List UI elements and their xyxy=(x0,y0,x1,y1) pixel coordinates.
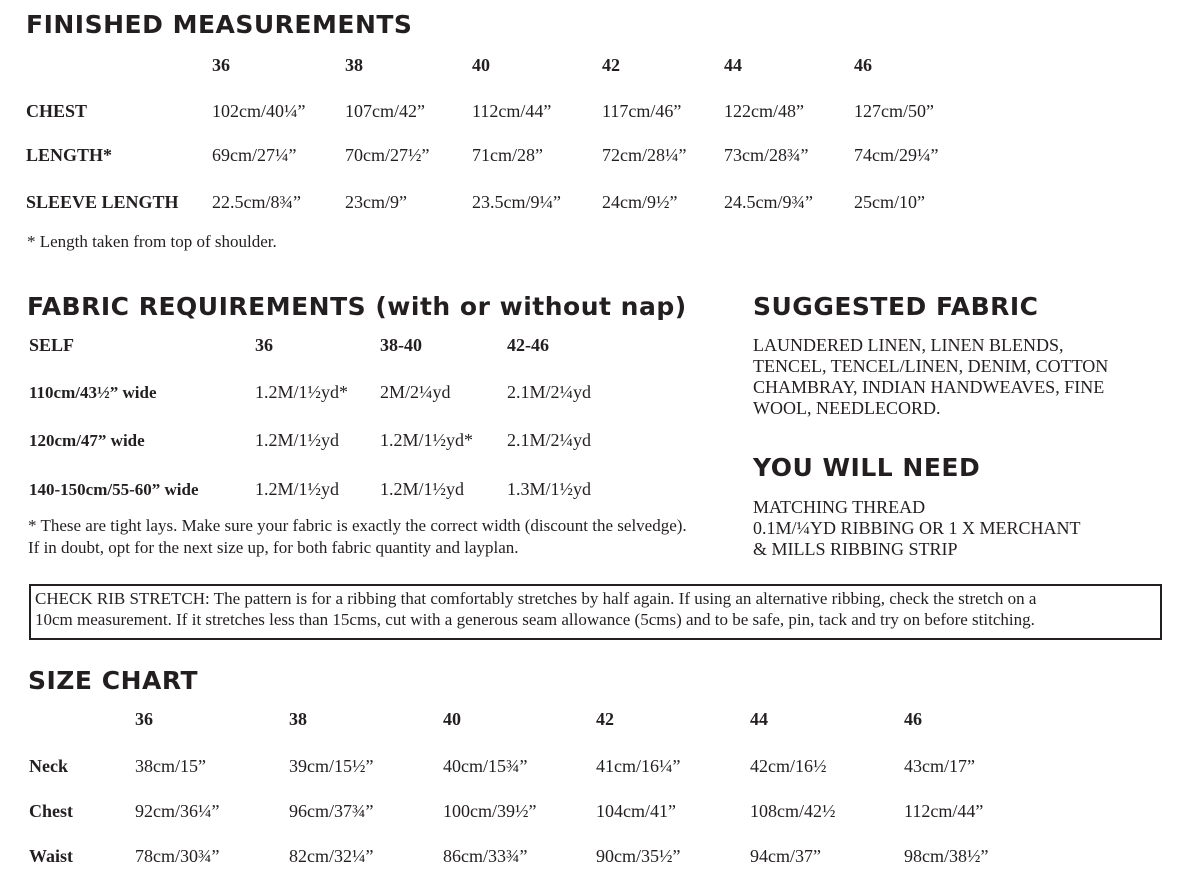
sc-cell: 104cm/41” xyxy=(596,801,676,821)
fm-footnote: * Length taken from top of shoulder. xyxy=(27,232,277,251)
sc-cell: 98cm/38½” xyxy=(904,846,989,866)
fr-cell: 2.1M/2¼yd xyxy=(507,382,592,402)
fr-header-size: 42-46 xyxy=(507,335,549,355)
sc-cell: 82cm/32¼” xyxy=(289,846,374,866)
fm-cell: 22.5cm/8¾” xyxy=(212,192,301,212)
sc-row-label: Neck xyxy=(29,756,68,776)
suggested-fabric-line: CHAMBRAY, INDIAN HANDWEAVES, FINE xyxy=(753,377,1105,397)
fr-cell: 1.2M/1½yd xyxy=(255,479,340,499)
fm-cell: 69cm/27¼” xyxy=(212,145,297,165)
sc-cell: 39cm/15½” xyxy=(289,756,374,776)
sc-cell: 94cm/37” xyxy=(750,846,821,866)
sc-size-header: 38 xyxy=(289,709,307,729)
sc-cell: 86cm/33¾” xyxy=(443,846,528,866)
fm-cell: 24cm/9½” xyxy=(602,192,678,212)
fm-size-header: 36 xyxy=(212,55,230,75)
fm-cell: 23.5cm/9¼” xyxy=(472,192,561,212)
sc-size-header: 44 xyxy=(750,709,768,729)
fm-cell: 112cm/44” xyxy=(472,101,552,121)
fm-cell: 122cm/48” xyxy=(724,101,804,121)
fm-cell: 127cm/50” xyxy=(854,101,934,121)
rib-stretch-line: CHECK RIB STRETCH: The pattern is for a ribbing that comfortably stretches by half again. If using an alternative ribbing, check the stretch on a xyxy=(35,589,1037,608)
rib-stretch-line: 10cm measurement. If it stretches less than 15cms, cut with a generous seam allowance (5cms) and to be safe, pin, tack and try on before stitching. xyxy=(35,610,1035,629)
fm-cell: 25cm/10” xyxy=(854,192,925,212)
sc-cell: 108cm/42½ xyxy=(750,801,836,821)
fr-cell: 2.1M/2¼yd xyxy=(507,430,592,450)
sc-row-label: Chest xyxy=(29,801,73,821)
you-will-need-heading: YOU WILL NEED xyxy=(753,453,981,482)
size-chart-heading: SIZE CHART xyxy=(28,666,199,695)
fr-row-label: 140-150cm/55-60” wide xyxy=(29,480,199,499)
fr-header-size: 38-40 xyxy=(380,335,422,355)
fr-cell: 2M/2¼yd xyxy=(380,382,451,402)
fr-row-label: 110cm/43½” wide xyxy=(29,383,157,402)
sc-size-header: 46 xyxy=(904,709,922,729)
fm-cell: 24.5cm/9¾” xyxy=(724,192,813,212)
fm-cell: 107cm/42” xyxy=(345,101,425,121)
you-will-need-line: & MILLS RIBBING STRIP xyxy=(753,539,958,559)
fm-cell: 70cm/27½” xyxy=(345,145,430,165)
you-will-need-line: MATCHING THREAD xyxy=(753,497,926,517)
fabric-requirements-heading: FABRIC REQUIREMENTS (with or without nap) xyxy=(27,292,687,321)
fm-size-header: 40 xyxy=(472,55,490,75)
sc-cell: 42cm/16½ xyxy=(750,756,827,776)
fm-cell: 23cm/9” xyxy=(345,192,407,212)
fm-size-header: 44 xyxy=(724,55,742,75)
sc-size-header: 40 xyxy=(443,709,461,729)
fm-cell: 71cm/28” xyxy=(472,145,543,165)
sc-cell: 112cm/44” xyxy=(904,801,984,821)
fm-row-label: SLEEVE LENGTH xyxy=(26,192,179,212)
fr-header-size: 36 xyxy=(255,335,273,355)
sc-cell: 40cm/15¾” xyxy=(443,756,528,776)
sc-cell: 92cm/36¼” xyxy=(135,801,220,821)
fm-cell: 102cm/40¼” xyxy=(212,101,306,121)
sc-size-header: 42 xyxy=(596,709,614,729)
fm-size-header: 38 xyxy=(345,55,363,75)
sc-cell: 100cm/39½” xyxy=(443,801,537,821)
fm-cell: 117cm/46” xyxy=(602,101,682,121)
suggested-fabric-line: WOOL, NEEDLECORD. xyxy=(753,398,941,418)
fr-row-label: 120cm/47” wide xyxy=(29,431,145,450)
fm-row-label: LENGTH* xyxy=(26,145,113,165)
fr-cell: 1.2M/1½yd* xyxy=(380,430,474,450)
fr-note-line: If in doubt, opt for the next size up, for both fabric quantity and layplan. xyxy=(28,538,519,557)
fm-cell: 74cm/29¼” xyxy=(854,145,939,165)
finished-measurements-heading: FINISHED MEASUREMENTS xyxy=(26,10,413,39)
sc-cell: 90cm/35½” xyxy=(596,846,681,866)
sc-row-label: Waist xyxy=(29,846,74,866)
fm-row-label: CHEST xyxy=(26,101,88,121)
fm-cell: 73cm/28¾” xyxy=(724,145,809,165)
fm-size-header: 42 xyxy=(602,55,620,75)
rib-stretch-text xyxy=(35,588,1145,630)
sc-cell: 78cm/30¾” xyxy=(135,846,220,866)
sc-size-header: 36 xyxy=(135,709,153,729)
suggested-fabric-heading: SUGGESTED FABRIC xyxy=(753,292,1039,321)
suggested-fabric-line: LAUNDERED LINEN, LINEN BLENDS, xyxy=(753,335,1064,355)
fm-size-header: 46 xyxy=(854,55,872,75)
sc-cell: 41cm/16¼” xyxy=(596,756,681,776)
sc-cell: 96cm/37¾” xyxy=(289,801,374,821)
fm-cell: 72cm/28¼” xyxy=(602,145,687,165)
fr-cell: 1.2M/1½yd* xyxy=(255,382,349,402)
you-will-need-list xyxy=(753,497,1081,560)
fr-cell: 1.2M/1½yd xyxy=(255,430,340,450)
fr-cell: 1.2M/1½yd xyxy=(380,479,465,499)
fr-note-line: * These are tight lays. Make sure your fabric is exactly the correct width (discount the selvedge). xyxy=(28,516,687,535)
fr-header-self: SELF xyxy=(29,335,75,355)
you-will-need-line: 0.1M/¼YD RIBBING OR 1 X MERCHANT xyxy=(753,518,1081,538)
fr-cell: 1.3M/1½yd xyxy=(507,479,592,499)
sc-cell: 38cm/15” xyxy=(135,756,206,776)
suggested-fabric-list xyxy=(753,335,1108,419)
suggested-fabric-line: TENCEL, TENCEL/LINEN, DENIM, COTTON xyxy=(753,356,1109,376)
sc-cell: 43cm/17” xyxy=(904,756,975,776)
